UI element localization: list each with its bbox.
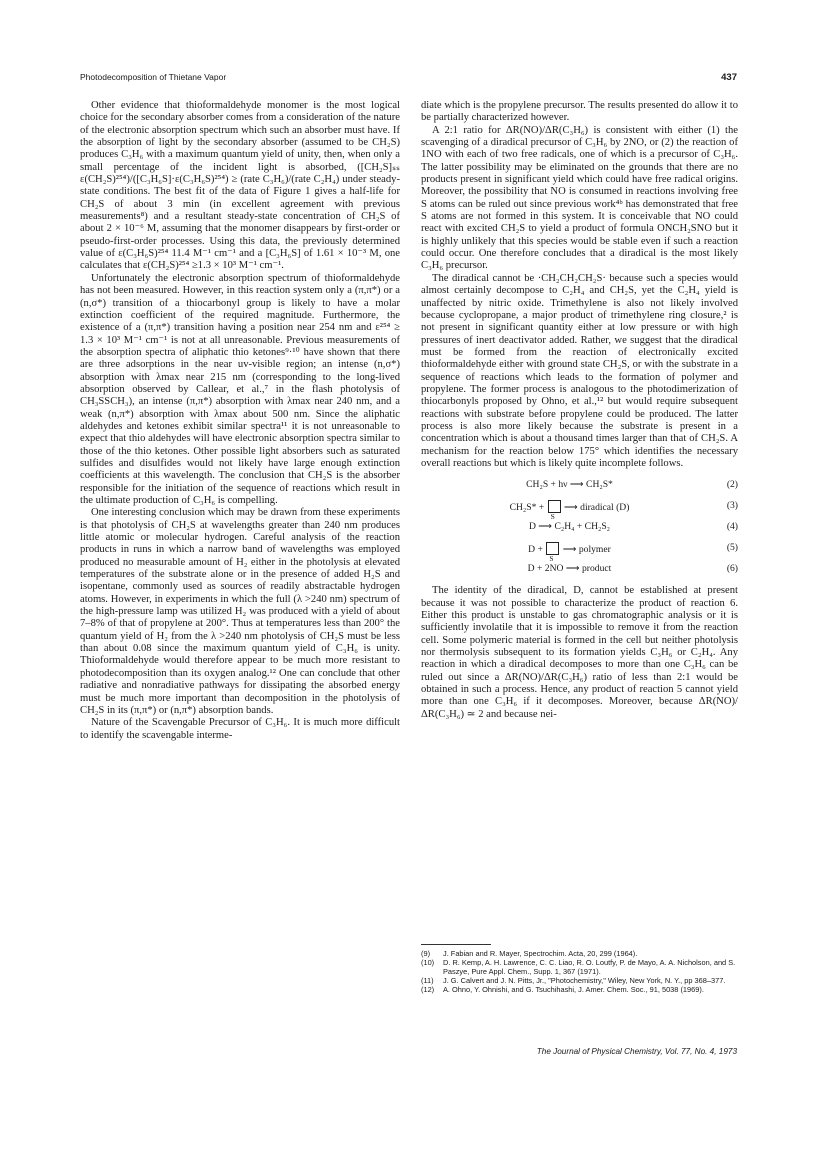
paragraph: Other evidence that thioformaldehyde monomer is the most logical choice for the secondary absorber comes from a consideration of the nature of the electronic absorption spectrum which such an absorber must have. If the absorption of light by the secondary absorber (assumed to be CH₂S) produces C₃H₆ with a maximum quantum yield of unity, then, when only a small percentage of the incident light is absorbed, ([CH₂S]ₛₛ ε(CH₂S)²⁵⁴)/([C₃H₆S]·ε(C₃H₆S)²⁵⁴) ≥ (rate C₃H₆)/(rate C₂H₄) under steady-state conditions. The best fit of the data of Figure 1 gives a half-life for CH₂S of about 3 min (in excellent agreement with previous measurements⁸) and a resultant steady-state concentration of CH₂S of about 2 × 10⁻⁶ M, assuming that the monomer disappears by first-order or pseudo-first-order processes. Using this data, the previously determined value of ε(C₃H₆S)²⁵⁴ 11.4 M⁻¹ cm⁻¹ and a [C₃H₆S] of 1.61 × 10⁻³ M, one calculates that ε(CH₂S)²⁵⁴ ≥1.3 × 10³ M⁻¹ cm⁻¹.: [80, 100, 400, 272]
equation: [421, 560, 738, 581]
equation-text: CH₂S* +: [509, 502, 545, 514]
reference-text: D. R. Kemp, A. H. Lawrence, C. C. Liao, R. O. Loutfy, P. de Mayo, A. A. Nicholson, and S. Paszye, Pure Appl. Chem., Supp. 1, 367 (1971).: [443, 958, 736, 976]
reaction-scheme: [421, 476, 738, 581]
equation: [421, 476, 738, 497]
reference-number: (12): [421, 985, 435, 994]
reference-item: [421, 976, 738, 985]
equation-text: D + 2NO ⟶ product: [527, 563, 612, 575]
paragraph: Unfortunately the electronic absorption spectrum of thioformaldehyde has not been measured. However, in this reaction system only a (π,π*) or a (n,σ*) transition of a thiocarbonyl group is likely to have a molar extinction coefficient of the required magnitude. Furthermore, the existence of a (π,π*) transition having a position near 254 nm and ε²⁵⁴ ≥ 1.3 × 10³ M⁻¹ cm⁻¹ is not at all unreasonable. Previous measurements of the absorption spectra of aliphatic thio ketones⁹·¹⁰ have shown that there are three adsorptions in the near uv-visible region; an intense (n,σ*) absorption with λmax near 215 nm (corresponding to the long-lived absorption observed by Callear, et al.,⁷ in the flash photolysis of CH₃SSCH₃), an intense (π,π*) absorption with λmax near 240 nm, and a weak (n,π*) absorption with λmax about 500 nm. Since the aliphatic aldehydes and ketones exhibit similar spectra¹¹ it is not unreasonable to expect that thio aldehydes will have electronic absorption spectra similar to those of the thio ketones. Other possible light absorbers such as saturated sulfides and disulfides would not likely have large enough extinction coefficients at this wavelength. The conclusion that CH₂S is the absorber responsible for the initiation of the sequence of reactions which result in the ultimate production of C₃H₆ is compelling.: [80, 272, 400, 506]
reference-number: (11): [421, 976, 434, 985]
equation-text: CH₂S + hν ⟶ CH₂S*: [526, 479, 613, 491]
running-header: [80, 72, 737, 86]
paragraph: A 2:1 ratio for ΔR(NO)/ΔR(C₃H₆) is consistent with either (1) the scavenging of a diradical precursor of C₃H₆ by 2NO, or (2) the reaction of 1NO with each of two free radicals, one of which is a precursor of C₃H₆. The latter possibility may be eliminated on the grounds that there are no products present in significant yield which could have free radical origins. Moreover, the possibility that NO is consumed in reactions involving free S atoms can be ruled out since previous work⁴ᵇ has demonstrated that free S atoms are not formed in this system. It is conceivable that NO could react with excited CH₂S to yield a product of formula ONCH₂SNO but it is highly unlikely that this species would be stable even if such a reaction could occur. One therefore concludes that a diradical is the most likely C₃H₆ precursor.: [421, 124, 738, 272]
equation-number: (2): [726, 479, 738, 491]
running-title: Photodecomposition of Thietane Vapor: [80, 72, 227, 82]
equation-number: (4): [726, 521, 738, 533]
references: [421, 944, 738, 994]
reference-item: [421, 985, 738, 994]
equation: [421, 497, 738, 518]
left-column: [80, 100, 400, 742]
equation-number: (5): [726, 542, 738, 554]
paragraph: Nature of the Scavengable Precursor of C₃H₆. It is much more difficult to identify the scavengable interme-: [80, 717, 400, 741]
paragraph: One interesting conclusion which may be drawn from these experiments is that photolysis of CH₂S at wavelengths greater than 240 nm produces little atomic or molecular hydrogen. Careful analysis of the reaction products in runs in which a narrow band of wavelengths was employed produced no measurable amount of H₂ either in the photolysis at elevated temperatures of the substrate alone or in the presence of added H₂S and isopentane, commonly used as sources of readily abstractable hydrogen atoms. However, in experiments in which the full (λ >240 nm) spectrum of the high-pressure lamp was utilized H₂ was produced with a yield of about 7–8% of that of propylene at 200°. Thus at temperatures less than 200° the quantum yield of H₂ from the λ >240 nm photolysis of CH₂S must be less than about 0.08 since the maximum quantum yield of C₃H₆ is unity. Thioformaldehyde would therefore appear to be much more resistant to photodecomposition than its oxygen analog.¹² One can conclude that other radiative and nonradiative pathways for dissipating the absorbed energy must be much more important than decomposition in the photolysis of CH₂S in its (π,π*) or (n,π*) absorption bands.: [80, 507, 400, 716]
equation-number: (3): [726, 500, 738, 512]
thietane-ring-icon: [548, 500, 561, 513]
equation-text: ⟶ diradical (D): [564, 502, 630, 514]
page-number: 437: [721, 72, 737, 83]
equation-text: ⟶ polymer: [562, 544, 611, 556]
paragraph: The identity of the diradical, D, cannot be established at present because it was not possible to characterize the product of reaction 6. Either this product is unstable to gas chromatographic analysis or it is sufficiently involatile that it is impossible to remove it from the reaction cell. Some polymeric material is formed in the cell but neither photolysis nor thermolysis subsequent to its formation yields C₃H₆ or C₂H₄. Any reaction in which a diradical decomposes to more than one C₃H₆ can be ruled out since a ΔR(NO)/ΔR(C₃H₆) ratio of less than 2:1 would be obtained in such a process. Hence, any product of reaction 5 cannot yield more than one C₃H₆ if it decomposes. Moreover, because ΔR(NO)/ΔR(C₃H₆) ≃ 2 and because nei-: [421, 585, 738, 720]
reference-text: J. G. Calvert and J. N. Pitts, Jr., "Photochemistry," Wiley, New York, N. Y., pp 368–377.: [443, 976, 726, 985]
equation: [421, 539, 738, 560]
equation-text: D +: [528, 544, 543, 556]
equation: [421, 518, 738, 539]
paragraph: The diradical cannot be ·CH₂CH₂CH₂S· because such a species would almost certainly decompose to C₂H₄ and CH₂S, yet the C₂H₄ yield is unaffected by nitric oxide. Trimethylene is also not likely involved because cyclopropane, a major product of trimethylene ring closure,² is not present in significant quantity either at low pressure or with high pressures of inert deactivator added. Rather, we suggest that the diradical must be formed from the reaction of electronically excited thioformaldehyde either with ground state CH₂S, or with the substrate in a sequence of reactions which leads to the formation of polymer and propylene. The former process is analogous to the photodimerization of thiocarbonyls proposed by Ohno, et al.,¹² but would require subsequent reactions with substrate before propylene could be produced. The latter process is also more likely because the substrate is present in a concentration which is about a thousand times larger than that of CH₂S. A mechanism for the reaction below 175° which identifies the necessary overall reactions but which is likely quite incomplete follows.: [421, 272, 738, 469]
reference-item: [421, 949, 738, 958]
reference-number: (10): [421, 958, 435, 967]
reference-item: [421, 958, 738, 976]
equation-number: (6): [726, 563, 738, 575]
equation-text: D ⟶ C₂H₄ + CH₂S₂: [528, 521, 611, 533]
paragraph: diate which is the propylene precursor. The results presented do allow it to be partially characterized however.: [421, 100, 738, 124]
right-column: [421, 100, 738, 721]
journal-footer: The Journal of Physical Chemistry, Vol. 77, No. 4, 1973: [536, 1047, 737, 1056]
reference-number: (9): [421, 949, 431, 958]
reference-text: A. Ohno, Y. Ohnishi, and G. Tsuchihashi, J. Amer. Chem. Soc., 91, 5038 (1969).: [443, 985, 704, 994]
footnote-rule: [421, 944, 491, 945]
thietane-ring-icon: [546, 542, 559, 555]
reference-text: J. Fabian and R. Mayer, Spectrochim. Acta, 20, 299 (1964).: [443, 949, 638, 958]
